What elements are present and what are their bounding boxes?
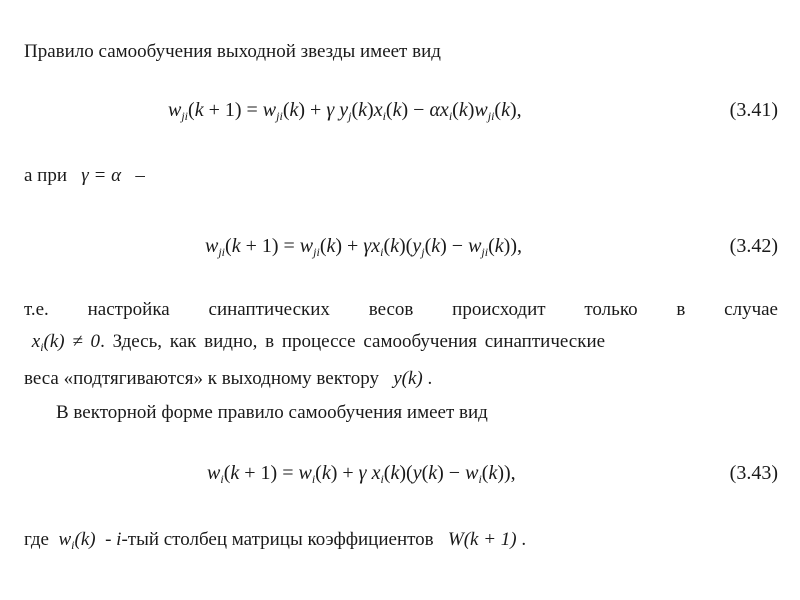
condition-line xyxy=(24,164,145,188)
explanation-text: . Здесь, как видно, в процессе самообучения синаптические xyxy=(100,331,606,352)
explanation-line3-text: веса «подтягиваются» к выходному вектору xyxy=(24,368,379,389)
condition-prefix: а при xyxy=(24,165,68,186)
output-vector: y(k) xyxy=(393,368,423,389)
where-period: . xyxy=(521,529,527,550)
equation-3-43 xyxy=(207,461,516,491)
paragraph-explanation-line2 xyxy=(24,330,778,359)
equation-3-42-formula: $w_{ji}(k + 1) = w_{ji}(k) + \gamma x_i(k)(y_j(k) - w_{ji}(k))$, xyxy=(205,235,522,259)
equation-number-3-43: (3.43) xyxy=(729,462,778,484)
equation-3-42 xyxy=(205,234,522,264)
paragraph-explanation-line3 xyxy=(24,367,432,391)
equation-3-41-formula: $w_{ji}(k + 1) = w_{ji}(k) + \gamma$ $y_j(k)x_i(k) - \alpha x_i(k)w_{ji}(k)$, xyxy=(168,99,522,123)
weight-matrix: W(k + 1) xyxy=(447,529,517,550)
paragraph-vector-form: В векторной форме правило самообучения имеет вид xyxy=(56,402,488,423)
equation-3-41 xyxy=(168,98,522,128)
index-i: i xyxy=(116,529,122,550)
equation-number-3-41: (3.41) xyxy=(729,99,778,121)
paragraph-explanation-line1: т.е. настройка синаптических весов происходит только в случае xyxy=(24,299,778,320)
where-prefix: где xyxy=(24,529,49,550)
paragraph-where xyxy=(24,528,526,557)
where-text: -тый столбец матрицы коэффициентов xyxy=(121,529,434,550)
condition-math: γ = α xyxy=(81,165,122,186)
column-vector: $w_i(k)$ xyxy=(58,529,96,552)
nonzero-condition: $x_i(k) \ne 0$ xyxy=(31,331,101,354)
where-dash: - xyxy=(105,529,112,550)
paragraph-intro: Правило самообучения выходной звезды имеет вид xyxy=(24,41,441,62)
equation-3-43-formula: $w_i(k + 1) = w_i(k) + \gamma$ $x_i(k)(y(k) - w_i(k))$, xyxy=(207,462,516,486)
explanation-period: . xyxy=(427,368,433,389)
condition-dash: – xyxy=(135,165,145,186)
equation-number-3-42: (3.42) xyxy=(729,235,778,257)
